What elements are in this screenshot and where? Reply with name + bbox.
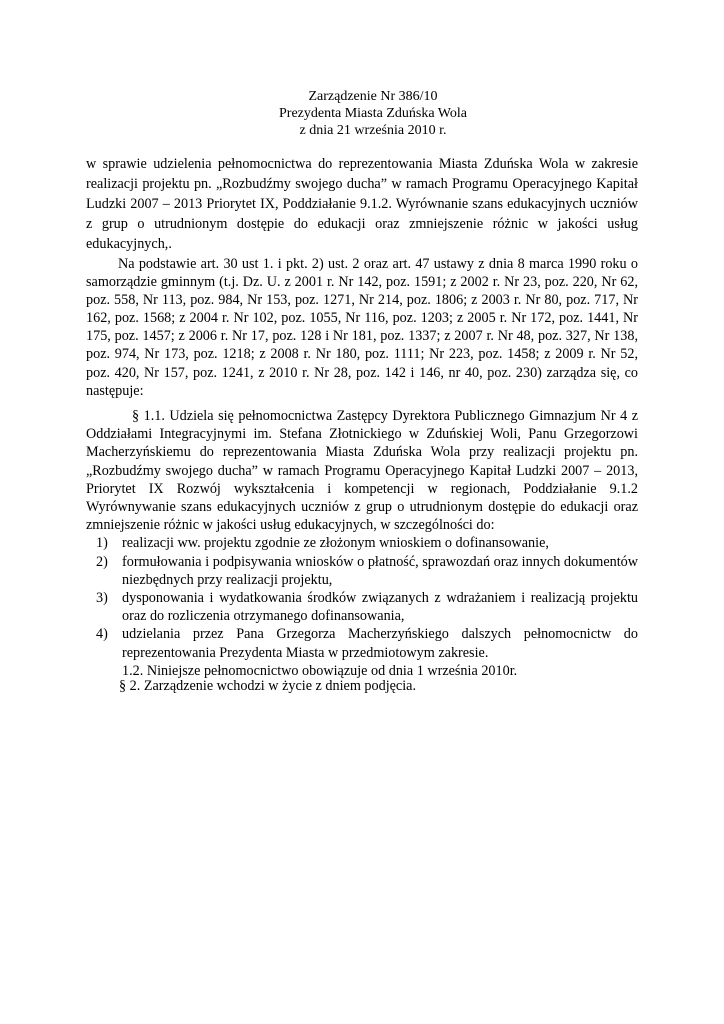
subject-paragraph: w sprawie udzielenia pełnomocnictwa do reprezentowania Miasta Zduńska Wola w zakresie realizacji projektu pn. „Rozbudźmy swojego ducha” w ramach Programu Operacyjnego Kapitał Ludzki 2007 – 2013 Priorytet IX, Poddziałanie 9.1.2. Wyrównanie szans edukacyjnych uczniów z grup o utrudnionym dostępie do edukacji oraz zmniejszenie różnic w jakości usług edukacyjnych,. [86,156,638,252]
list-item-number: 4) [96,626,108,643]
list-item-text: dysponowania i wydatkowania środków związanych z wdrażaniem i realizacją projektu oraz do rozliczenia otrzymanego dofinansowania, [122,590,638,625]
list-item-number: 2) [96,553,108,570]
list-item [96,589,638,625]
authority-list [86,534,638,661]
issuer: Prezydenta Miasta Zduńska Wola [279,106,467,121]
section-1-clause-2: 1.2. Niniejsze pełnomocnictwo obowiązuje od dnia 1 września 2010r. [122,662,518,679]
document-title: Zarządzenie Nr 386/10 [308,89,438,104]
section-1 [86,407,638,680]
issue-date: z dnia 21 września 2010 r. [299,123,447,138]
document-header [110,88,636,139]
list-item-text: realizacji ww. projektu zgodnie ze złożonym wnioskiem o dofinansowanie, [122,535,549,552]
legal-basis-paragraph: Na podstawie art. 30 ust 1. i pkt. 2) ust. 2 oraz art. 47 ustawy z dnia 8 marca 1990 roku o samorządzie gminnym (t.j. Dz. U. z 2001 r. Nr 142, poz. 1591; z 2002 r. Nr 23, poz. 220, Nr 62, poz. 558, Nr 113, poz. 984, Nr 153, poz. 1271, Nr 214, poz. 1806; z 2003 r. Nr 80, poz. 717, Nr 162, poz. 1568; z 2004 r. Nr 102, poz. 1055, Nr 116, poz. 1203; z 2005 r. Nr 172, poz. 1441, Nr 175, poz. 1457; z 2006 r. Nr 17, poz. 128 i Nr 181, poz. 1337; z 2007 r. Nr 48, poz. 327, Nr 138, poz. 974, Nr 173, poz. 1218; z 2008 r. Nr 180, poz. 1111; Nr 223, poz. 1458; z 2009 r. Nr 52, poz. 420, Nr 157, poz. 1241, z 2010 r. Nr 28, poz. 142 i 146, nr 40, poz. 230) zarządza się, co następuje: [86,256,638,399]
section-2: § 2. Zarządzenie wchodzi w życie z dniem podjęcia. [119,678,417,694]
list-item-text: formułowania i podpisywania wniosków o płatność, sprawozdań oraz innych dokumentów niezbędnych przy realizacji projektu, [122,553,638,588]
list-item [96,625,638,661]
list-item-number: 1) [96,535,108,552]
list-item-number: 3) [96,590,108,607]
section-1-intro: § 1.1. Udziela się pełnomocnictwa Zastępcy Dyrektora Publicznego Gimnazjum Nr 4 z Oddziałami Integracyjnymi im. Stefana Złotnickiego w Zduńskiej Woli, Panu Grzegorzowi Macherzyńskiemu do reprezentowania Miasta Zduńska Wola przy realizacji projektu pn. „Rozbudźmy swojego ducha” w ramach Programu Operacyjnego Kapitał Ludzki 2007 – 2013, Priorytet IX Rozwój wykształcenia i kompetencji w regionach, Poddziałanie 9.1.2 Wyrównywanie szans edukacyjnych uczniów z grup o utrudnionym dostępie do edukacji oraz zmniejszenie różnic w jakości usług edukacyjnych, w szczególności do: [86,408,638,534]
list-item-text: udzielania przez Pana Grzegorza Macherzyńskiego dalszych pełnomocnictw do reprezentowania Prezydenta Miasta w przedmiotowym zakresie. [122,626,638,661]
list-item [96,534,638,552]
list-item [96,553,638,589]
